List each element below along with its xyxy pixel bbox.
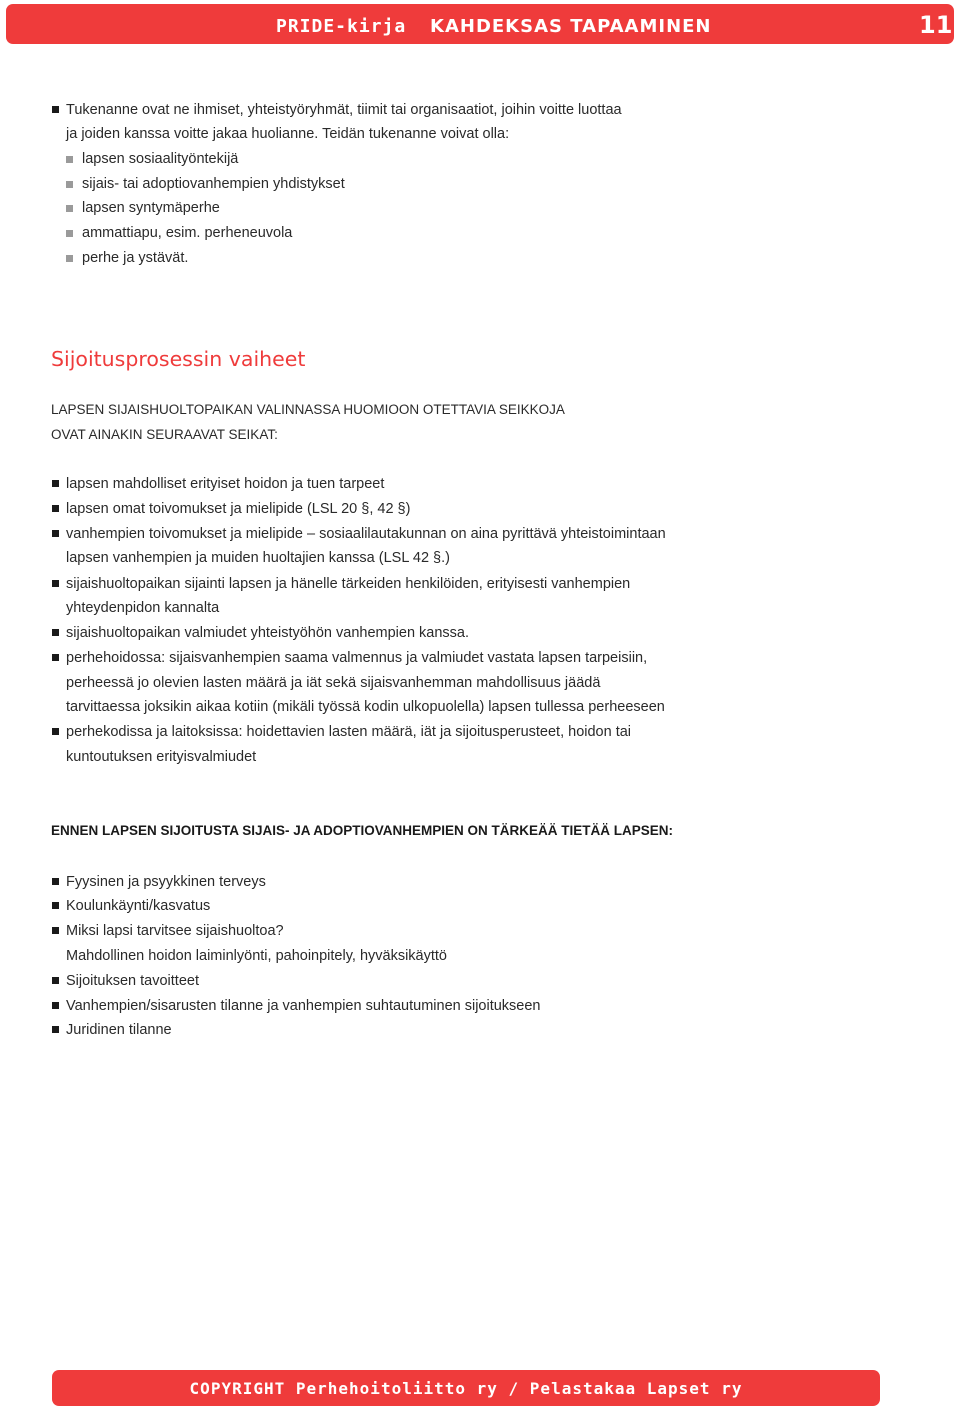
sub-bullet-icon [66,156,73,163]
sub-bullet-icon [66,205,73,212]
page-number: 11 [919,11,953,39]
support-item: lapsen syntymäperhe [82,200,220,216]
support-item: perhe ja ystävät. [82,250,189,266]
footer-bar [52,1370,880,1406]
bullet-icon [52,878,59,885]
section-heading: LAPSEN SIJAISHUOLTOPAIKAN VALINNASSA HUOMIOON OTETTAVIA SEIKKOJA [51,402,565,417]
consideration-line: tarvittaessa joksikin aikaa kotiin (mikäli työssä kodin ulkopuolella) lapsen tullessa perheeseen [66,699,665,715]
know-heading: ENNEN LAPSEN SIJOITUSTA SIJAIS- JA ADOPTIOVANHEMPIEN ON TÄRKEÄÄ TIETÄÄ LAPSEN: [51,823,674,838]
bullet-icon [52,629,59,636]
bullet-icon [52,654,59,661]
bullet-icon [52,505,59,512]
know-line: Fyysinen ja psyykkinen terveys [66,874,266,890]
header-bar [6,4,954,44]
know-line: Juridinen tilanne [66,1022,172,1038]
sub-bullet-icon [66,181,73,188]
section-title: Sijoitusprosessin vaiheet [51,347,306,371]
know-line: Koulunkäynti/kasvatus [66,898,211,914]
bullet-icon [52,728,59,735]
sub-bullet-icon [66,255,73,262]
consideration-line: vanhempien toivomukset ja mielipide – sosiaalilautakunnan on aina pyrittävä yhteistoimintaan [66,526,666,542]
consideration-line: sijaishuoltopaikan sijainti lapsen ja hänelle tärkeiden henkilöiden, erityisesti vanhempien [66,576,631,592]
consideration-line: perhekodissa ja laitoksissa: hoidettavien lasten määrä, iät ja sijoitusperusteet, hoidon tai [66,724,632,740]
bullet-icon [52,106,59,113]
bullet-icon [52,530,59,537]
book-title: PRIDE-kirja [276,16,407,37]
know-line: Mahdollinen hoidon laiminlyönti, pahoinpitely, hyväksikäyttö [66,948,447,964]
consideration-line: lapsen omat toivomukset ja mielipide (LSL 20 §, 42 §) [66,501,411,517]
consideration-line: perheessä jo olevien lasten määrä ja iät sekä sijaisvanhemman mahdollisuus jäädä [66,675,601,691]
bullet-icon [52,977,59,984]
chapter-title: KAHDEKSAS TAPAAMINEN [430,16,712,37]
bullet-icon [52,927,59,934]
consideration-line: lapsen vanhempien ja muiden huoltajien kanssa (LSL 42 §.) [66,550,450,566]
sub-bullet-icon [66,230,73,237]
bullet-icon [52,480,59,487]
section-heading: OVAT AINAKIN SEURAAVAT SEIKAT: [51,427,278,442]
bullet-icon [52,1002,59,1009]
support-intro-line: ja joiden kanssa voitte jakaa huolianne. Teidän tukenanne voivat olla: [66,126,510,142]
consideration-line: sijaishuoltopaikan valmiudet yhteistyöhön vanhempien kanssa. [66,625,470,641]
know-line: Miksi lapsi tarvitsee sijaishuoltoa? [66,923,284,939]
consideration-line: lapsen mahdolliset erityiset hoidon ja tuen tarpeet [66,476,385,492]
bullet-icon [52,580,59,587]
support-item: lapsen sosiaalityöntekijä [82,151,239,167]
bullet-icon [52,902,59,909]
consideration-line: perhehoidossa: sijaisvanhempien saama valmennus ja valmiudet vastata lapsen tarpeisiin, [66,650,648,666]
copyright-text: COPYRIGHT Perhehoitoliitto ry / Pelastakaa Lapset ry [189,1379,743,1398]
consideration-line: kuntoutuksen erityisvalmiudet [66,749,257,765]
bullet-icon [52,1026,59,1033]
know-line: Sijoituksen tavoitteet [66,973,199,989]
know-line: Vanhempien/sisarusten tilanne ja vanhempien suhtautuminen sijoitukseen [66,998,541,1014]
consideration-line: yhteydenpidon kannalta [66,600,220,616]
support-item: sijais- tai adoptiovanhempien yhdistykset [82,176,345,192]
support-item: ammattiapu, esim. perheneuvola [82,225,293,241]
support-intro-line: Tukenanne ovat ne ihmiset, yhteistyöryhmät, tiimit tai organisaatiot, joihin voitte luottaa [66,102,622,118]
